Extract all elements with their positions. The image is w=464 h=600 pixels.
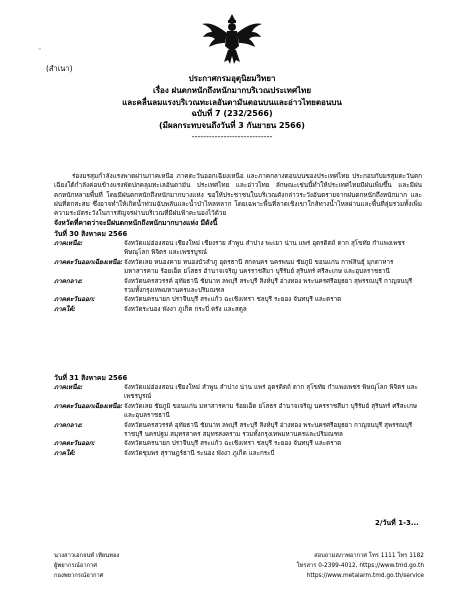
region-name: ภาคตะวันออก: (54, 440, 96, 448)
region-provinces: จังหวัดแม่ฮ่องสอน เชียงใหม่ ลำพูน ลำปาง น่าน แพร่ อุตรดิตถ์ ตาก สุโขทัย กำแพงเพชร พิษณุโลก พิจิตร และเพชรบูรณ์ (124, 384, 419, 401)
forecast-day-2 (54, 373, 422, 458)
region-row (54, 421, 422, 440)
contact-phone: สอบถามสภาพอากาศ โทร 1111 โทร 1182 (314, 553, 424, 559)
region-row (54, 277, 422, 296)
region-name: ภาคตะวันออก: (54, 296, 96, 304)
region-provinces: จังหวัดนครสวรรค์ อุทัยธานี ชัยนาท ลพบุรี สระบุรี สิงห์บุรี อ่างทอง พระนครศรีอยุธยา สุพรรณบุรี กาญจนบุรี รวมทั้งกรุงเทพมหานครและปริมณฑล (124, 277, 413, 295)
footer-contact (296, 552, 424, 581)
header-agency: ประกาศกรมอุตุนิยมวิทยา (188, 74, 276, 83)
header-issue-number: ฉบับที่ 7 (232/2566) (191, 109, 273, 119)
region-name: ภาคใต้: (54, 449, 76, 457)
region-row (54, 258, 422, 277)
region-provinces: จังหวัดเลย หนองคาย หนองบัวลำภู อุดรธานี สกลนคร นครพนม ชัยภูมิ ขอนแก่น กาฬสินธุ์ มุกดาหาร มหาสารคาม ร้อยเอ็ด ยโสธร อำนาจเจริญ นครราชสีมา บุรีรัมย์ สุรินทร์ ศรีสะเกษ และอุบลราชธานี (124, 258, 394, 276)
forecast-day-1 (54, 229, 422, 314)
region-row (54, 239, 422, 258)
forecast-date: วันที่ 30 สิงหาคม 2566 (54, 230, 128, 238)
region-provinces: จังหวัดเลย ชัยภูมิ ขอนแก่น มหาสารคาม ร้อยเอ็ด ยโสธร อำนาจเจริญ นครราชสีมา บุรีรัมย์ สุรินทร์ ศรีสะเกษ และอุบลราชธานี (124, 402, 418, 420)
region-row (54, 305, 422, 314)
region-provinces: จังหวัดระนอง พังงา ภูเก็ต กระบี่ ตรัง และสตูล (124, 305, 247, 313)
region-name: ภาคกลาง: (54, 421, 83, 429)
region-provinces: จังหวัดนครนายก ปราจีนบุรี สระแก้ว ฉะเชิงเทรา ชลบุรี ระยอง จันทบุรี และตราด (124, 440, 342, 448)
region-row (54, 449, 422, 458)
contact-service-link[interactable]: https://www.metalarm.tmd.go.th/service (306, 572, 424, 579)
header-divider: ---------------------------- (191, 131, 273, 141)
region-name: ภาคใต้: (54, 305, 76, 313)
footer-signatory (54, 552, 119, 581)
copy-label: (สำเนา) (46, 64, 73, 73)
section-heading: จังหวัดที่คาดว่าจะมีฝนตกหนักถึงหนักมากบางแห่ง มีดังนี้ (54, 219, 218, 227)
region-name: ภาคเหนือ: (54, 384, 83, 391)
region-provinces: จังหวัดนครสวรรค์ อุทัยธานี ชัยนาท ลพบุรี สระบุรี สิงห์บุรี อ่างทอง พระนครศรีอยุธยา กาญจนบุรี สุพรรณบุรี ราชบุรี นครปฐม สมุทรสาคร สมุทรสงคราม รวมทั้งกรุงเทพมหานครและปริมณฑล (124, 421, 413, 439)
forecaster-division: กองพยากรณ์อากาศ (54, 572, 104, 579)
garuda-emblem-icon (200, 12, 264, 68)
region-provinces: จังหวัดแม่ฮ่องสอน เชียงใหม่ เชียงราย ลำพูน ลำปาง พะเยา น่าน แพร่ อุตรดิตถ์ ตาก สุโขทัย กำแพงเพชร พิษณุโลก พิจิตร และเพชรบูรณ์ (124, 240, 405, 257)
margin-mark: ◦ (38, 46, 42, 53)
region-row (54, 402, 422, 421)
region-name: ภาคเหนือ: (54, 240, 83, 247)
region-name: ภาคตะวันออกเฉียงเหนือ: (54, 402, 123, 410)
region-provinces: จังหวัดชุมพร สุราษฎร์ธานี ระนอง พังงา ภูเก็ต และกระบี่ (124, 449, 275, 457)
region-provinces: จังหวัดนครนายก ปราจีนบุรี สระแก้ว ฉะเชิงเทรา ชลบุรี ระยอง จันทบุรี และตราด (124, 296, 342, 304)
region-row (54, 295, 422, 304)
region-name: ภาคกลาง: (54, 277, 83, 285)
header-subject: เรื่อง ฝนตกหนักถึงหนักมากบริเวณประเทศไทย (152, 85, 312, 95)
region-row (54, 383, 422, 402)
forecaster-title: ผู้พยากรณ์อากาศ (54, 562, 98, 569)
forecast-date: วันที่ 31 สิงหาคม 2566 (54, 374, 128, 382)
forecaster-name: นางสาวเอกจนท์ เทียนทอง (54, 553, 120, 559)
contact-fax-web[interactable]: โทรสาร 0-2399-4012, https://www.tmd.go.th (296, 562, 424, 569)
announcement-header (60, 73, 404, 142)
region-row (54, 439, 422, 448)
page-continuation: 2/วันที่ 1-3... (375, 519, 419, 527)
intro-paragraph: ร่องมรสุมกำลังแรงพาดผ่านภาคเหนือ ภาคตะวันออกเฉียงเหนือ และภาคกลางตอนบนของประเทศไทย ประกอบกับมรสุมตะวันตกเฉียงใต้กำลังค่อนข้างแรงพัดปกคลุมทะเลอันดามัน ประเทศไทย และอ่าวไทย ลักษณะเช่นนี้ทำให้ประเทศไทยมีฝนเพิ่มขึ้น และมีฝนตกหนักหลายพื้นที่ โดยมีฝนตกหนักถึงหนักมากบางแห่ง ขอให้ประชาชนในบริเวณดังกล่าวระวังอันตรายจากฝนตกหนักถึงหนักมาก และฝนที่ตกสะสม ซึ่งอาจทำให้เกิดน้ำท่วมฉับพลันและน้ำป่าไหลหลาก โดยเฉพาะพื้นที่ลาดเชิงเขาใกล้ทางน้ำไหลผ่านและพื้นที่ลุ่มรวมทั้งเพิ่มความระมัดระวังในการสัญจรผ่านบริเวณที่มีฝนฟ้าคะนองไว้ด้วย (54, 172, 422, 218)
header-effective-date: (มีผลกระทบจนถึงวันที่ 3 กันยายน 2566) (159, 121, 305, 131)
region-name: ภาคตะวันออกเฉียงเหนือ: (54, 258, 123, 266)
header-subject-cont: และคลื่นลมแรงบริเวณทะเลอันดามันตอนบนและอ่าวไทยตอนบน (122, 97, 342, 107)
